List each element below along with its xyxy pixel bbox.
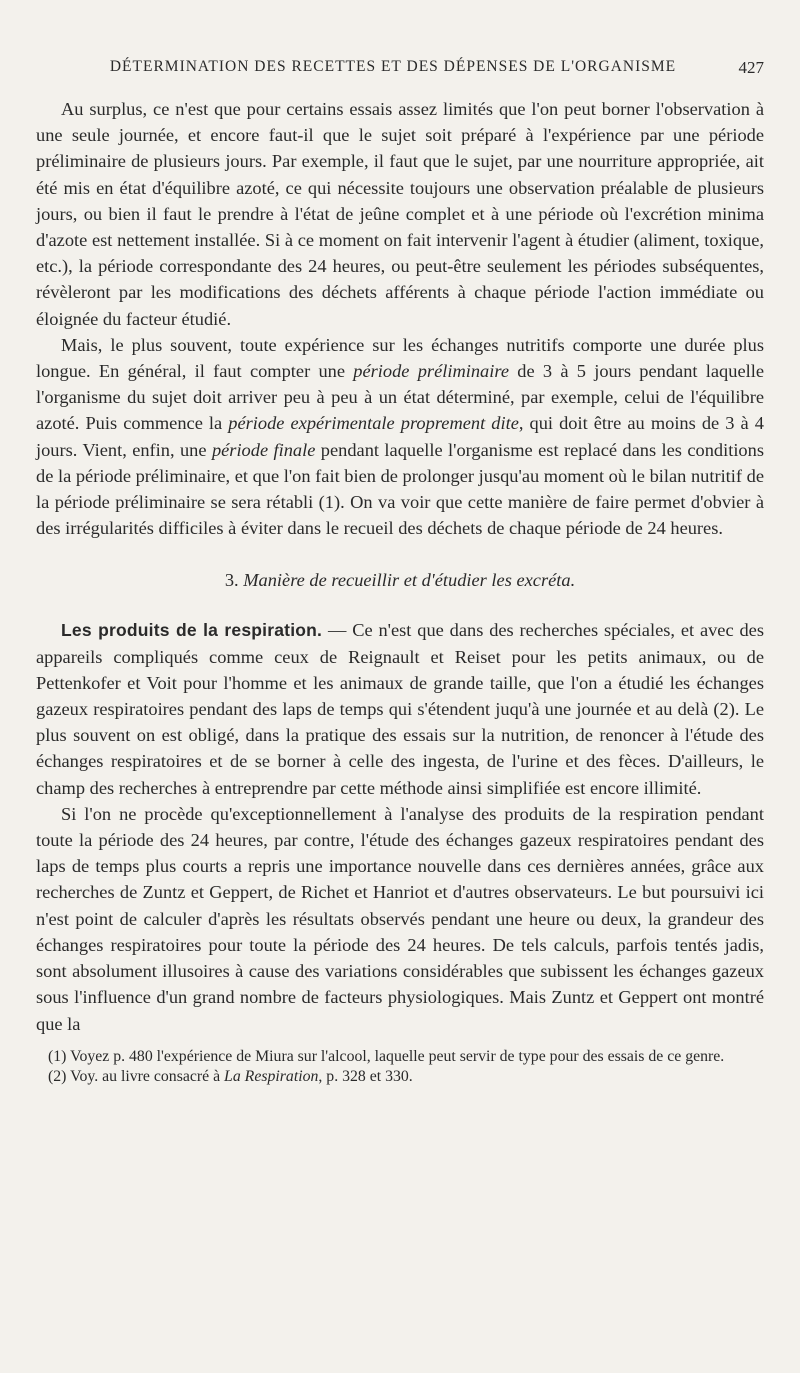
section-number: 3. xyxy=(224,570,239,591)
footnote-2-text-1: (2) Voy. au livre consacré à xyxy=(48,1068,225,1086)
paragraph-2-text-2: de 3 à 5 jours pendant laquelle l'organisme du sujet doit arriver peu à peu à un état déterminé, par exemple, celui de l'équilibre azoté. Puis commence la xyxy=(36,361,764,434)
term-periode-finale: période finale xyxy=(211,439,316,460)
footnote-2 xyxy=(36,1067,764,1088)
paragraph-2-text-1: Mais, le plus souvent, toute expérience sur les échanges nutritifs comporte une durée plus longue. En général, il faut compter une xyxy=(36,334,764,382)
paragraph-2-text-4: pendant laquelle l'organisme est replacé dans les conditions de la période préliminaire, et que l'on fait bien de prolonger jusqu'au moment où le bilan nutritif de la période préliminaire se sera rétabli (1). On va voir que cette manière de faire permet d'obvier à des irrégularités difficiles à éviter dans le recueil des déchets de chaque période de 24 heures. xyxy=(36,439,764,539)
paragraph-2-text-3: , qui doit être au moins de 3 à 4 jours. Vient, enfin, une xyxy=(36,413,764,460)
paragraph-1: Au surplus, ce n'est que pour certains essais assez limités que l'on peut borner l'observation à une seule journée, et encore faut-il que le sujet soit préparé à l'expérience par une période préliminaire de plusieurs jours. Par exemple, il faut que le sujet, par une nourriture appropriée, ait été mis en état d'équilibre azoté, ce qui nécessite toujours une observation préalable de plusieurs jours, ou bien il faut le prendre à l'état de jeûne complet et à une période où l'excrétion minima d'azote est nettement installée. Si à ce moment on fait intervenir l'agent à étudier (aliment, toxique, etc.), la période correspondante des 24 heures, ou peut-être seulement les périodes subséquentes, révèleront par les modifications des déchets afférents à chaque période l'action immédiate ou éloignée du facteur étudié. xyxy=(36,99,764,329)
running-header xyxy=(36,58,764,88)
term-periode-preliminaire: période préliminaire xyxy=(353,361,509,382)
footnote-2-text-2: , p. 328 et 330. xyxy=(318,1068,413,1086)
running-title: DÉTERMINATION DES RECETTES ET DES DÉPENSES DE L'ORGANISME xyxy=(109,58,677,75)
section-heading xyxy=(36,567,764,593)
footnotes xyxy=(36,1047,764,1088)
term-periode-experimentale: période expérimentale proprement dite xyxy=(228,413,519,434)
page-number: 427 xyxy=(738,58,764,77)
paragraph-3 xyxy=(36,617,764,800)
paragraph-2 xyxy=(36,332,764,542)
paragraph-3-text: — Ce n'est que dans des recherches spéciales, et avec des appareils compliqués comme ceux de Reignault et Reiset pour les petits animaux, ou de Pettenkofer et Voit pour l'homme et les animaux de grande taille, que l'on a étudié les échanges gazeux respiratoires pendant des laps de temps qui s'étendent juqu'à une journée et au delà (2). Le plus souvent on est obligé, dans la pratique des essais sur la nutrition, de renoncer à l'étude des échanges respiratoires et de se borner à celle des ingesta, de l'urine et des fèces. D'ailleurs, le champ des recherches à entreprendre par cette méthode ainsi simplifiée est encore illimité. xyxy=(36,620,764,798)
run-in-heading: Les produits de la respiration. xyxy=(61,620,323,641)
paragraph-4: Si l'on ne procède qu'exceptionnellement à l'analyse des produits de la respiration pendant toute la période des 24 heures, par contre, l'étude des échanges gazeux respiratoires pendant des laps de temps plus courts a repris une importance nouvelle dans ces dernières années, grâce aux recherches de Zuntz et Geppert, de Richet et Hanriot et d'autres observateurs. Le but poursuivi ici n'est point de calculer d'après les résultats observés pendant une heure ou deux, la grandeur des échanges respiratoires pour toute la période des 24 heures. De tels calculs, parfois tentés jadis, sont absolument illusoires à cause des variations considérables que subissent les échanges gazeux sous l'influence d'un grand nombre de facteurs physiologiques. Mais Zuntz et Geppert ont montré que la xyxy=(36,803,764,1034)
footnote-1: (1) Voyez p. 480 l'expérience de Miura sur l'alcool, laquelle peut servir de type pour des essais de ce genre. xyxy=(48,1047,725,1065)
section-title: Manière de recueillir et d'étudier les excréta. xyxy=(243,570,576,591)
footnote-2-book-title: La Respiration xyxy=(224,1068,319,1086)
